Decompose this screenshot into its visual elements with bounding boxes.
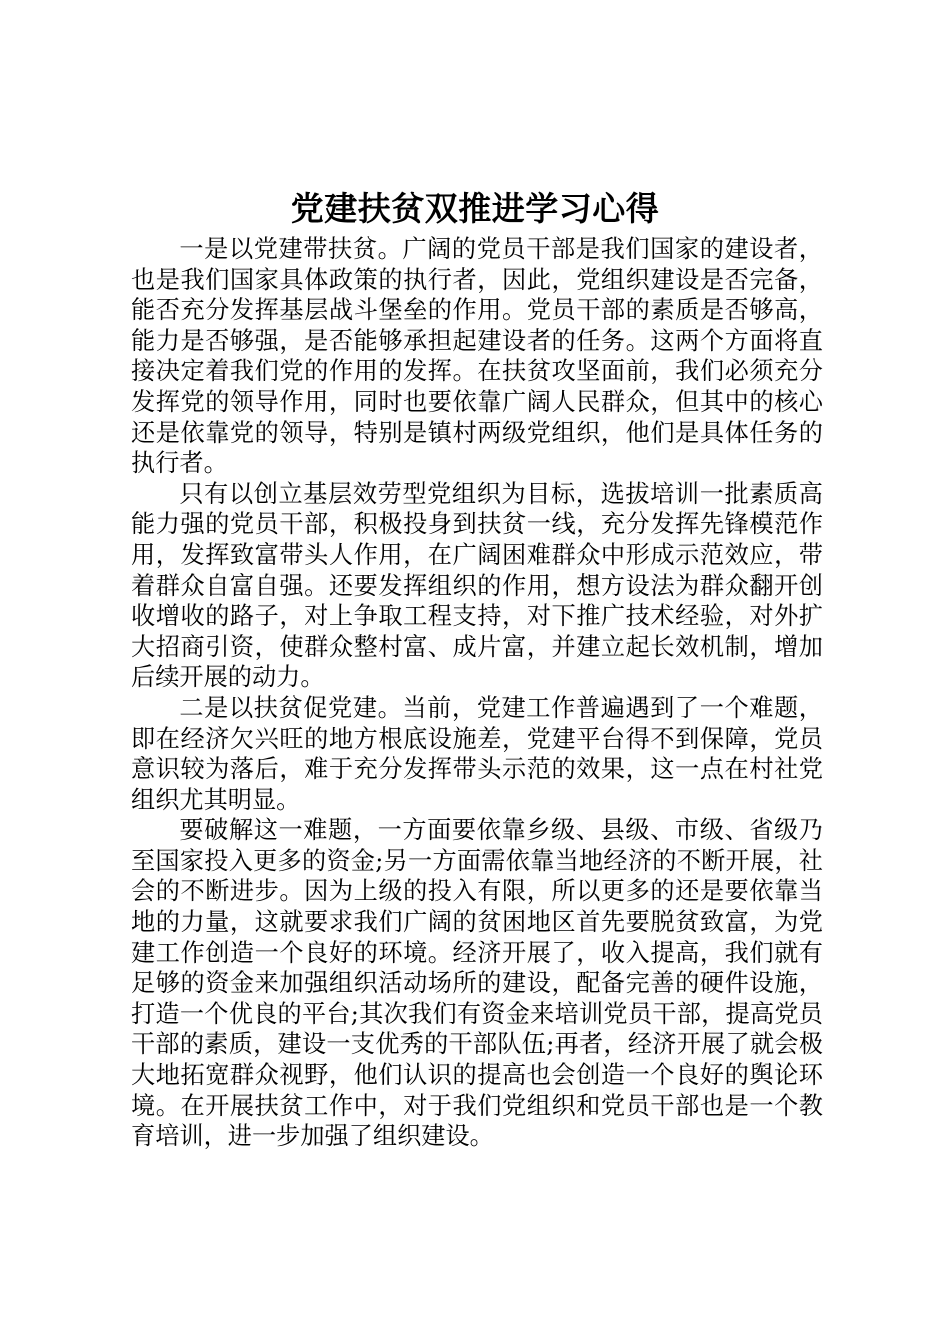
document-body [131, 234, 823, 1152]
paragraph-2: 只有以创立基层效劳型党组织为目标，选拔培训一批素质高能力强的党员干部，积极投身到扶贫一线，充分发挥先锋模范作用，发挥致富带头人作用，在广阔困难群众中形成示范效应，带着群众自富自强。还要发挥组织的作用，想方设法为群众翻开创收增收的路子，对上争取工程支持，对下推广技术经验，对外扩大招商引资，使群众整村富、成片富，并建立起长效机制，增加后续开展的动力。 [131, 479, 823, 692]
document-title: 党建扶贫双推进学习心得 [290, 189, 660, 228]
paragraph-4: 要破解这一难题，一方面要依靠乡级、县级、市级、省级乃至国家投入更多的资金;另一方面需依靠当地经济的不断开展，社会的不断进步。因为上级的投入有限，所以更多的还是要依靠当地的力量，这就要求我们广阔的贫困地区首先要脱贫致富，为党建工作创造一个良好的环境。经济开展了，收入提高，我们就有足够的资金来加强组织活动场所的建设，配备完善的硬件设施，打造一个优良的平台;其次我们有资金来培训党员干部，提高党员干部的素质，建设一支优秀的干部队伍;再者，经济开展了就会极大地拓宽群众视野，他们认识的提高也会创造一个良好的舆论环境。在开展扶贫工作中，对于我们党组织和党员干部也是一个教育培训，进一步加强了组织建设。 [131, 816, 823, 1151]
paragraph-3: 二是以扶贫促党建。当前，党建工作普遍遇到了一个难题，即在经济欠兴旺的地方根底设施差，党建平台得不到保障，党员意识较为落后，难于充分发挥带头示范的效果，这一点在村社党组织尤其明显。 [131, 693, 823, 814]
paragraph-1: 一是以党建带扶贫。广阔的党员干部是我们国家的建设者，也是我们国家具体政策的执行者，因此，党组织建设是否完备，能否充分发挥基层战斗堡垒的作用。党员干部的素质是否够高，能力是否够强，是否能够承担起建设者的任务。这两个方面将直接决定着我们党的作用的发挥。在扶贫攻坚面前，我们必须充分发挥党的领导作用，同时也要依靠广阔人民群众，但其中的核心还是依靠党的领导，特别是镇村两级党组织，他们是具体任务的执行者。 [131, 235, 823, 478]
